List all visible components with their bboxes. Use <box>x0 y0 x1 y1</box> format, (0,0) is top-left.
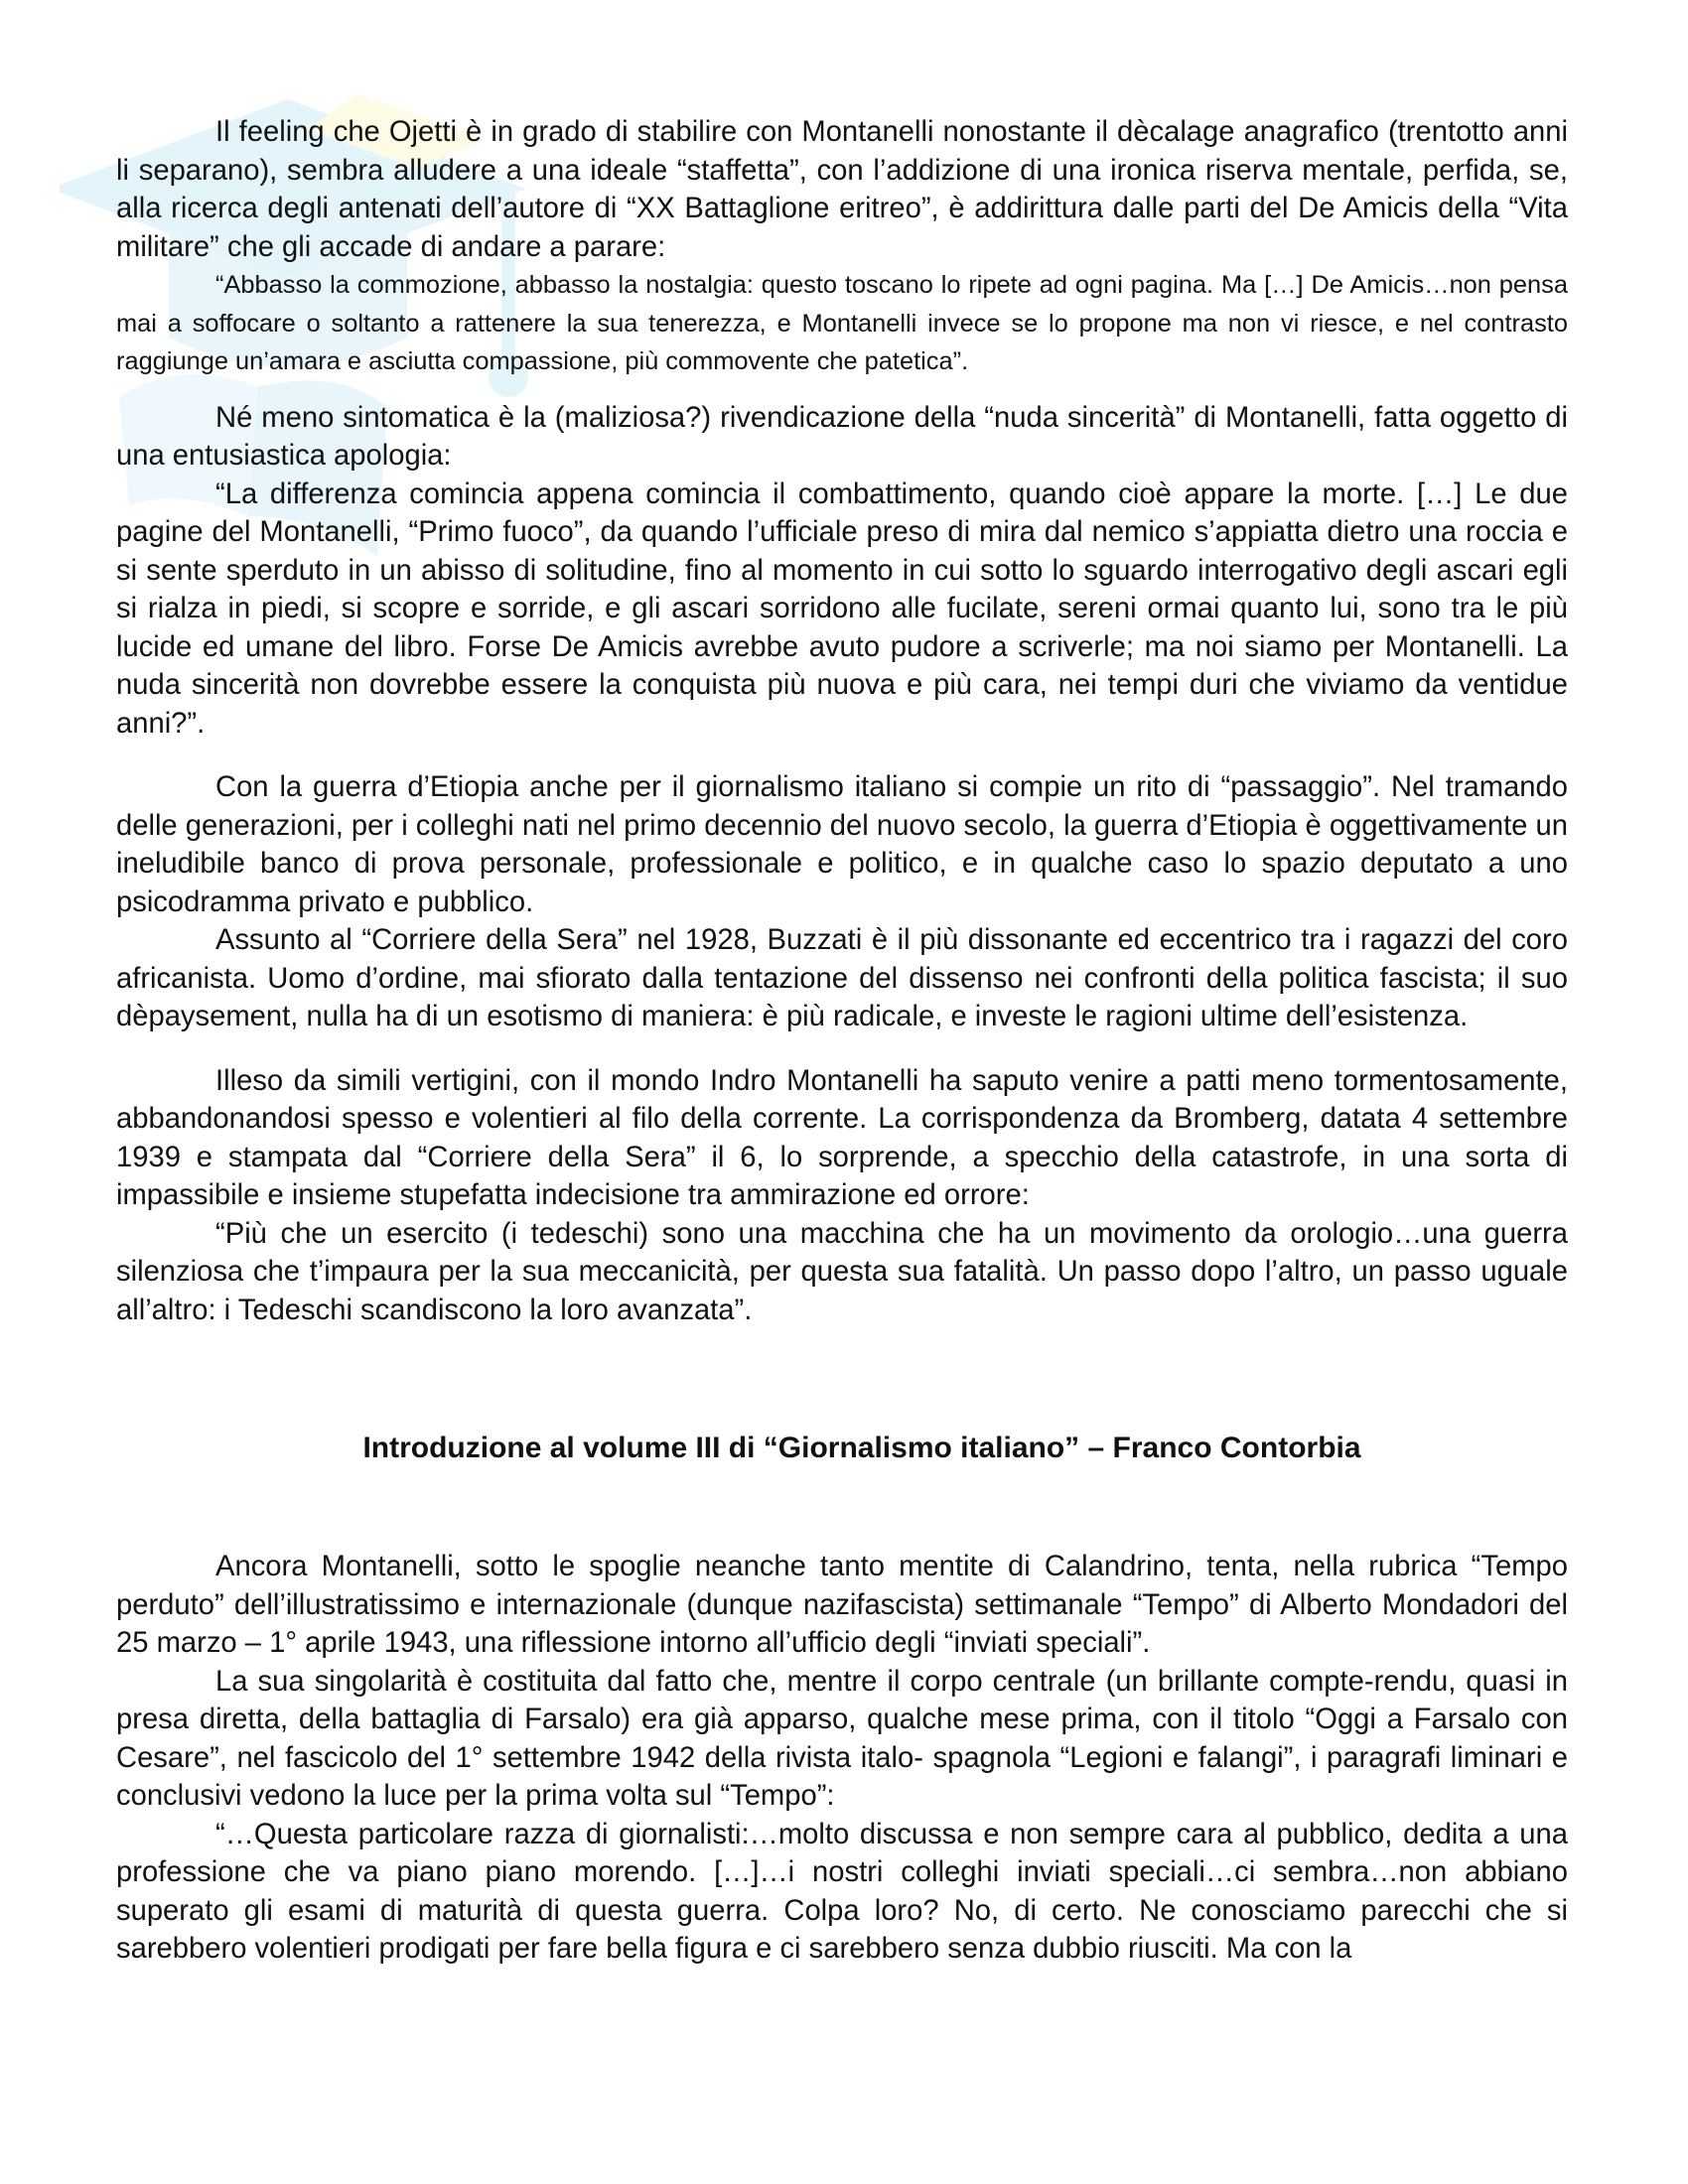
document-page <box>116 113 1568 1969</box>
paragraph: Illeso da simili vertigini, con il mondo Indro Montanelli ha saputo venire a patti meno tormentosamente, abbandonandosi spesso e volentieri al filo della corrente. La corrispondenza da Bromberg, datata 4 settembre 1939 e stampata dal “Corriere della Sera” il 6, lo sorprende, a specchio della catastrofe, in una sorta di impassibile e insieme stupefatta indecisione tra ammirazione ed orrore: <box>116 1064 1568 1211</box>
paragraph: Con la guerra d’Etiopia anche per il giornalismo italiano si compie un rito di “passaggio”. Nel tramando delle generazioni, per i colleghi nati nel primo decennio del nuovo secolo, la guerra d’Etiopia è oggettivamente un ineludibile banco di prova personale, professionale e politico, e in qualche caso lo spazio deputato a uno psicodramma privato e pubblico. <box>116 771 1568 918</box>
section-heading: Introduzione al volume III di “Giornalismo italiano” – Franco Contorbia <box>362 1432 1361 1464</box>
paragraph: Il feeling che Ojetti è in grado di stabilire con Montanelli nonostante il dècalage anagrafico (trentotto anni li separano), sembra alludere a una ideale “staffetta”, con l’addizione di una ironica riserva mentale, perfida, se, alla ricerca degli antenati dell’autore di “XX Battaglione eritreo”, è addirittura dalle parti del De Amicis della “Vita militare” che gli accade di andare a parare: <box>116 116 1568 263</box>
quotation: “Più che un esercito (i tedeschi) sono una macchina che ha un movimento da orologio…una guerra silenziosa che t’impaura per la sua meccanicità, per questa sua fatalità. Un passo dopo l’altro, un passo uguale all’altro: i Tedeschi scandiscono la loro avanzata”. <box>116 1217 1568 1326</box>
paragraph: Né meno sintomatica è la (maliziosa?) rivendicazione della “nuda sincerità” di Montanelli, fatta oggetto di una entusiastica apologia: <box>116 401 1568 472</box>
paragraph: Ancora Montanelli, sotto le spoglie neanche tanto mentite di Calandrino, tenta, nella rubrica “Tempo perduto” dell’illustratissimo e internazionale (dunque nazifascista) settimanale “Tempo” di Alberto Mondadori del 25 marzo – 1° aprile 1943, una riflessione intorno all’ufficio degli “inviati speciali”. <box>116 1551 1568 1659</box>
quotation: “La differenza comincia appena comincia il combattimento, quando cioè appare la morte. […] Le due pagine del Montanelli, “Primo fuoco”, da quando l’ufficiale preso di mira dal nemico s’appiatta dietro una roccia e si sente sperduto in un abisso di solitudine, fino al momento in cui sotto lo sguardo interrogativo degli ascari egli si rialza in piedi, si scopre e sorride, e gli ascari sorridono alle fucilate, sereni ormai quanto lui, sono tra le più lucide ed umane del libro. Forse De Amicis avrebbe avuto pudore a scriverle; ma noi siamo per Montanelli. La nuda sincerità non dovrebbe essere la conquista più nuova e più cara, nei tempi duri che viviamo da ventidue anni?”. <box>116 478 1568 740</box>
quotation: “…Questa particolare razza di giornalisti:…molto discussa e non sempre cara al pubblico, dedita a una professione che va piano piano morendo. […]…i nostri colleghi inviati speciali…ci sembra…non abbiano superato gli esami di maturità di questa guerra. Colpa loro? No, di certo. Ne conosciamo parecchi che si sarebbero volentieri prodigati per fare bella figura e ci sarebbero senza dubbio riusciti. Ma con la <box>116 1818 1568 1965</box>
paragraph: Assunto al “Corriere della Sera” nel 1928, Buzzati è il più dissonante ed eccentrico tra i ragazzi del coro africanista. Uomo d’ordine, mai sfiorato dalla tentazione del dissenso nei confronti della politica fascista; il suo dèpaysement, nulla ha di un esotismo di maniera: è più radicale, e investe le ragioni ultime dell’esistenza. <box>116 924 1568 1032</box>
quotation: “Abbasso la commozione, abbasso la nostalgia: questo toscano lo ripete ad ogni pagina. Ma […] De Amicis…non pensa mai a soffocare o soltanto a rattenere la sua tenerezza, e Montanelli invece se lo propone ma non vi riesce, e nel contrasto raggiunge un’amara e asciutta compassione, più commovente che patetica”. <box>116 271 1568 375</box>
paragraph: La sua singolarità è costituita dal fatto che, mentre il corpo centrale (un brillante compte-rendu, quasi in presa diretta, della battaglia di Farsalo) era già apparso, qualche mese prima, con il titolo “Oggi a Farsalo con Cesare”, nel fascicolo del 1° settembre 1942 della rivista italo- spagnola “Legioni e falangi”, i paragrafi liminari e conclusivi vedono la luce per la prima volta sul “Tempo”: <box>116 1665 1568 1812</box>
